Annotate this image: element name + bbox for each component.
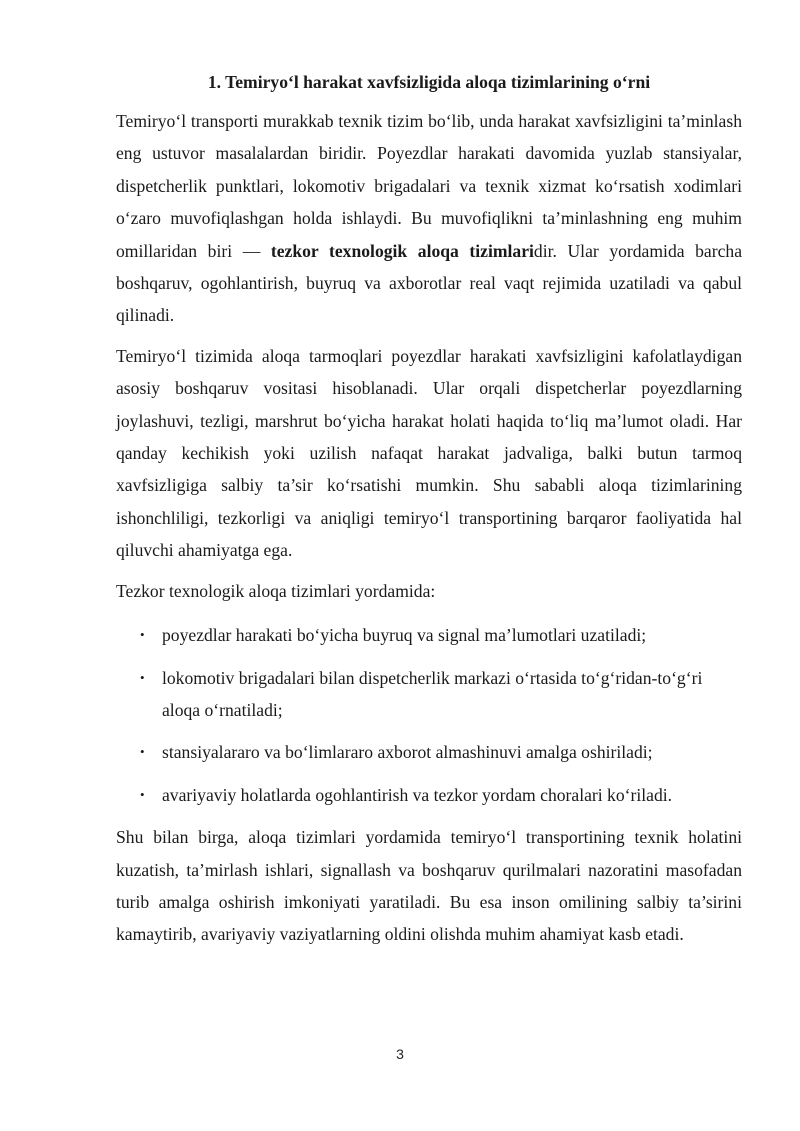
bullet-icon: • [140,669,145,685]
list-item-text: poyezdlar harakati bo‘yicha buyruq va signal ma’lumotlari uzatiladi; [162,625,647,646]
paragraph-intro-emphasis: tezkor texnologik aloqa tizimlari [270,240,534,261]
list-item [116,736,742,768]
list-item-text: lokomotiv brigadalari bilan dispetcherlik markazi o‘rtasida to‘g‘ridan-to‘g‘ri aloqa o‘rnatiladi; [162,667,703,720]
paragraph-intro-text-end: dir. Ular yordamida barcha boshqaruv, ogohlantirish, buyruq va axborotlar real vaqt rejimida uzatiladi va qabul qilinadi. [116,240,743,326]
paragraph-intro-text: Temiryo‘l transporti murakkab texnik tizim bo‘lib, unda harakat xavfsizligini ta’minlash eng ustuvor masalalardan biridir. Poyezdlar harakati davomida yuzlab stansiyalar, dispetcherlik punktlari, lokomotiv brigadalari va texnik xizmat ko‘rsatish xodimlari o‘zaro muvofiqlashgan holda ishlaydi. Bu muvofiqlikni ta’minlashning eng muhim omillaridan biri — [116,111,742,261]
paragraph-intro [116,105,742,332]
paragraph-monitoring: Shu bilan birga, aloqa tizimlari yordamida temiryo‘l transportining texnik holatini kuzatish, ta’mirlash ishlari, signallash va boshqaruv qurilmalari nazoratini masofadan turib amalga oshirish imkoniyati yaratiladi. Bu esa inson omilining salbiy ta’sirini kamaytirib, avariyaviy vaziyatlarning oldini olishda muhim ahamiyat kasb etadi. [116,827,742,945]
list-item-text: avariyaviy holatlarda ogohlantirish va tezkor yordam choralari ko‘riladi. [162,784,673,805]
bullet-icon: • [140,744,145,760]
list-item-text: stansiyalararo va bo‘limlararo axborot almashinuvi amalga oshiriladi; [162,742,653,763]
page-number: 3 [396,1046,404,1062]
document-page [116,70,742,959]
list-item [116,779,742,811]
bullet-icon: • [140,627,145,643]
paragraph-networks: Temiryo‘l tizimida aloqa tarmoqlari poyezdlar harakati xavfsizligini kafolatlaydigan asosiy boshqaruv vositasi hisoblanadi. Ular orqali dispetcherlar poyezdlarning joylashuvi, tezligi, marshrut bo‘yicha harakat holati haqida to‘liq ma’lumot oladi. Har qanday kechikish yoki uzilish nafaqat harakat jadvaliga, balki butun tarmoq xavfsizligiga salbiy ta’sir ko‘rsatishi mumkin. Shu sababli aloqa tizimlarining ishonchliligi, tezkorligi va aniqligi temiryo‘l transportining barqaror faoliyatida hal qiluvchi ahamiyatga ega. [116,345,742,561]
list-item [116,662,742,727]
section-heading: 1. Temiryo‘l harakat xavfsizligida aloqa tizimlarining o‘rni [207,72,651,92]
list-item [116,619,742,651]
bullet-list [116,619,742,811]
bullet-icon: • [140,786,145,802]
list-intro: Tezkor texnologik aloqa tizimlari yordamida: [116,580,436,601]
